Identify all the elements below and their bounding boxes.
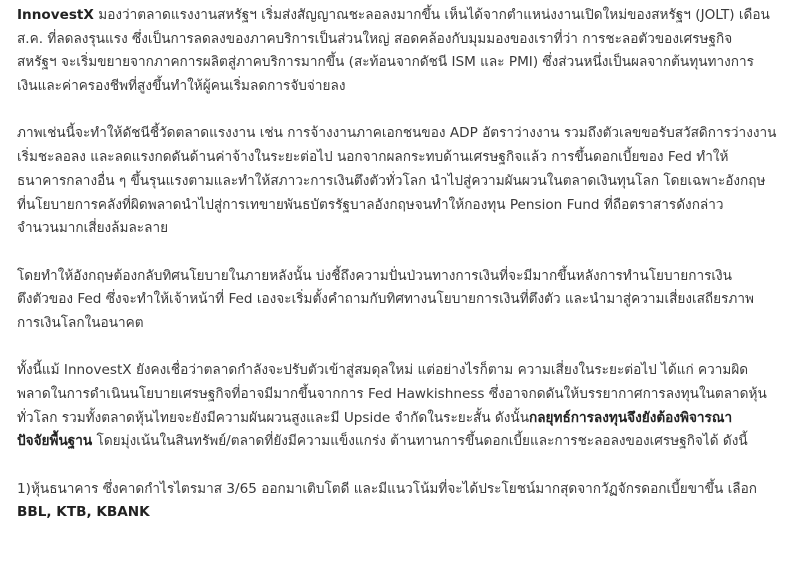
- text-line: [17, 407, 803, 431]
- text-line: [17, 4, 803, 28]
- strategy-highlight: กลยุทธ์การลงทุนจึงยังต้องพิจารณา: [528, 409, 733, 426]
- text-line: เริ่มชะลอลง และลดแรงกดดันด้านค่าจ้างในระยะต่อไป นอกจากผลกระทบด้านเศรษฐกิจแล้ว การขึ้นดอกเบี้ยของ Fed ทำให้: [17, 149, 729, 166]
- text-line: ธนาคารกลางอื่น ๆ ขึ้นรุนแรงตามและทำให้สภาวะการเงินตึงตัวทั่วโลก นำไปสู่ความผันผวนในตลาดเงินทุนโลก โดยเฉพาะอังกฤษ: [17, 172, 766, 189]
- text-line: การเงินโลกในอนาคต: [17, 314, 144, 331]
- text-line: พลาดในการดำเนินนโยบายเศรษฐกิจที่อาจมีมากขึ้นจากการ Fed Hawkishness ซึ่งอาจกดดันให้บรรยากาศการลงทุนในตลาดหุ้น: [17, 386, 767, 402]
- text-line: เงินและค่าครองชีพที่สูงขึ้นทำให้ผู้คนเริ่มลดการจับจ่ายลง: [17, 78, 346, 95]
- text-line: ส.ค. ที่ลดลงรุนแรง ซึ่งเป็นการลดลงของภาคบริการเป็นส่วนใหญ่ สอดคล้องกับมุมมองของเราที่ว่า การชะลอตัวของเศรษฐกิจ: [17, 30, 733, 47]
- text-line: ตึงตัวของ Fed ซึ่งจะทำให้เจ้าหน้าที่ Fed เองจะเริ่มตั้งคำถามกับทิศทางนโยบายการเงินที่ตึงตัว และนำมาสู่ความเสี่ยงเสถียรภาพ: [17, 291, 754, 308]
- text-span: มองว่าตลาดแรงงานสหรัฐฯ เริ่มส่งสัญญาณชะลอลงมากขึ้น เห็นได้จากตำแหน่งงานเปิดใหม่ของสหรัฐฯ (JOLT) เดือน: [93, 7, 770, 23]
- paragraph-gap: [17, 454, 803, 478]
- text-line: ภาพเช่นนี้จะทำให้ดัชนีชี้วัดตลาดแรงงาน เช่น การจ้างงานภาคเอกชนของ ADP อัตราว่างงาน รวมถึงตัวเลขขอรับสวัสดิการว่างงาน: [17, 125, 777, 142]
- text-line: [17, 430, 803, 454]
- text-line: ที่นโยบายการคลังที่ผิดพลาดนำไปสู่การเทขายพันธบัตรรัฐบาลอังกฤษจนทำให้กองทุน Pension Fund ที่ถือตราสารดังกล่าว: [17, 196, 724, 213]
- paragraph-gap: [17, 336, 803, 360]
- text-line: ทั้งนี้แม้ InnovestX ยังคงเชื่อว่าตลาดกำลังจะปรับตัวเข้าสู่สมดุลใหม่ แต่อย่างไรก็ตาม ความเสี่ยงในระยะต่อไป ได้แก่ ความผิด: [17, 362, 749, 379]
- text-span: โดยมุ่งเน้นในสินทรัพย์/ตลาดที่ยังมีความแข็งแกร่ง ต้านทานการขึ้นดอกเบี้ยและการชะลอลงของเศรษฐกิจได้ ดังนี้: [92, 433, 748, 450]
- paragraph-gap: [17, 241, 803, 265]
- paragraph-uk-policy: [17, 265, 803, 336]
- strategy-highlight: ปัจจัยพื้นฐาน: [17, 433, 93, 450]
- text-line: [17, 501, 803, 525]
- text-line: สหรัฐฯ จะเริ่มขยายจากภาคการผลิตสู่ภาคบริการมากขึ้น (สะท้อนจากดัชนี ISM และ PMI) ซึ่งส่วนหนึ่งเป็นผลจากต้นทุนทางการ: [17, 54, 754, 71]
- text-line: 1)หุ้นธนาคาร ซึ่งคาดกำไรไตรมาส 3/65 ออกมาเติบโตดี และมีแนวโน้มที่จะได้ประโยชน์มากสุดจากวัฏจักรดอกเบี้ยขาขึ้น เลือก: [17, 480, 757, 497]
- text-line: จำนวนมากเสี่ยงล้มละลาย: [17, 220, 169, 237]
- paragraph-bank-stocks: [17, 478, 803, 525]
- article-body: [17, 4, 803, 525]
- paragraph-labor-indicators: [17, 122, 803, 240]
- paragraph-gap: [17, 99, 803, 123]
- brand-name: InnovestX: [17, 7, 94, 23]
- text-span: ทั่วโลก รวมทั้งตลาดหุ้นไทยจะยังมีความผันผวนสูงและมี Upside จำกัดในระยะสั้น ดังนั้น: [17, 409, 529, 426]
- stock-picks: BBL, KTB, KBANK: [17, 504, 150, 521]
- paragraph-labor-market: [17, 4, 803, 99]
- text-line: โดยทำให้อังกฤษต้องกลับทิศนโยบายในภายหลังนั้น บ่งชี้ถึงความปั่นป่วนทางการเงินที่จะมีมากขึ้นหลังการทำนโยบายการเงิน: [17, 267, 732, 284]
- paragraph-strategy: [17, 359, 803, 454]
